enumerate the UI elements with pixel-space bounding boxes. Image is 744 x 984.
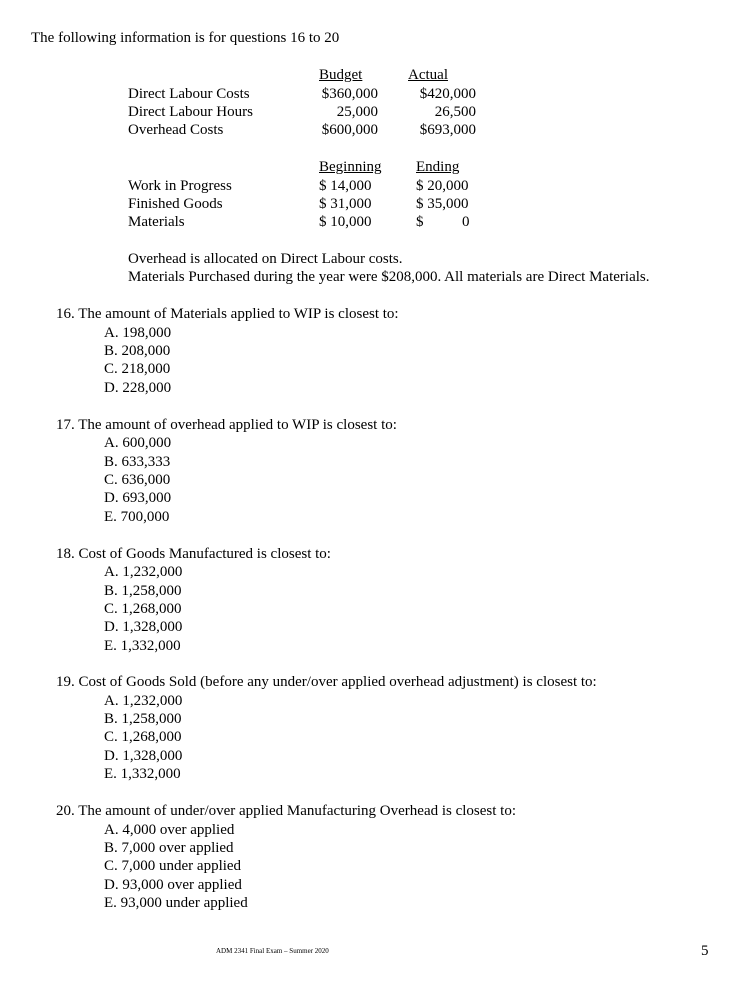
- row-label: Finished Goods: [128, 196, 223, 212]
- answer-option: A. 4,000 over applied: [104, 822, 235, 838]
- question-stem: 19. Cost of Goods Sold (before any under/over applied overhead adjustment) is closest to:: [56, 674, 597, 690]
- actual-value: $693,000: [419, 122, 476, 138]
- actual-header: Actual: [408, 67, 448, 83]
- answer-option: D. 693,000: [104, 490, 172, 506]
- answer-option: B. 7,000 over applied: [104, 840, 234, 856]
- answer-option: E. 93,000 under applied: [104, 895, 248, 911]
- ending-header: Ending: [416, 159, 460, 175]
- actual-value: 26,500: [434, 104, 476, 120]
- question-stem: 20. The amount of under/over applied Manufacturing Overhead is closest to:: [56, 803, 517, 819]
- answer-option: E. 1,332,000: [104, 766, 181, 782]
- beginning-value: $ 31,000: [319, 196, 372, 212]
- budget-value: $360,000: [321, 86, 378, 102]
- note-overhead-allocation: Overhead is allocated on Direct Labour costs.: [128, 251, 403, 267]
- note-materials-purchased: Materials Purchased during the year were $208,000. All materials are Direct Materials.: [128, 269, 650, 285]
- answer-option: E. 700,000: [104, 509, 170, 525]
- answer-option: B. 633,333: [104, 454, 171, 470]
- answer-option: C. 1,268,000: [104, 601, 182, 617]
- answer-option: C. 636,000: [104, 472, 171, 488]
- question-stem: 16. The amount of Materials applied to WIP is closest to:: [56, 306, 399, 322]
- question-stem: 18. Cost of Goods Manufactured is closest to:: [56, 546, 331, 562]
- row-label: Overhead Costs: [128, 122, 224, 138]
- page-number: 5: [701, 943, 709, 959]
- answer-option: C. 7,000 under applied: [104, 858, 242, 874]
- beginning-value: $ 10,000: [319, 214, 372, 230]
- answer-option: A. 600,000: [104, 435, 172, 451]
- ending-value: 0: [462, 214, 470, 230]
- beginning-header: Beginning: [319, 159, 382, 175]
- question-stem: 17. The amount of overhead applied to WIP is closest to:: [56, 417, 397, 433]
- answer-option: D. 1,328,000: [104, 619, 183, 635]
- page-footer: ADM 2341 Final Exam – Summer 2020: [216, 947, 329, 955]
- answer-option: E. 1,332,000: [104, 638, 181, 654]
- ending-value: $ 35,000: [416, 196, 469, 212]
- beginning-value: $ 14,000: [319, 178, 372, 194]
- budget-value: $600,000: [321, 122, 378, 138]
- answer-option: A. 1,232,000: [104, 693, 183, 709]
- answer-option: B. 1,258,000: [104, 583, 182, 599]
- answer-option: C. 218,000: [104, 361, 171, 377]
- budget-header: Budget: [319, 67, 363, 83]
- actual-value: $420,000: [419, 86, 476, 102]
- row-label: Direct Labour Hours: [128, 104, 253, 120]
- ending-currency: $: [416, 214, 424, 230]
- row-label: Materials: [128, 214, 185, 230]
- row-label: Direct Labour Costs: [128, 86, 250, 102]
- answer-option: B. 208,000: [104, 343, 171, 359]
- answer-option: D. 93,000 over applied: [104, 877, 242, 893]
- answer-option: A. 198,000: [104, 325, 172, 341]
- answer-option: B. 1,258,000: [104, 711, 182, 727]
- answer-option: A. 1,232,000: [104, 564, 183, 580]
- answer-option: D. 1,328,000: [104, 748, 183, 764]
- intro-text: The following information is for questions 16 to 20: [31, 30, 340, 46]
- budget-value: 25,000: [336, 104, 378, 120]
- ending-value: $ 20,000: [416, 178, 469, 194]
- row-label: Work in Progress: [128, 178, 232, 194]
- answer-option: D. 228,000: [104, 380, 172, 396]
- answer-option: C. 1,268,000: [104, 729, 182, 745]
